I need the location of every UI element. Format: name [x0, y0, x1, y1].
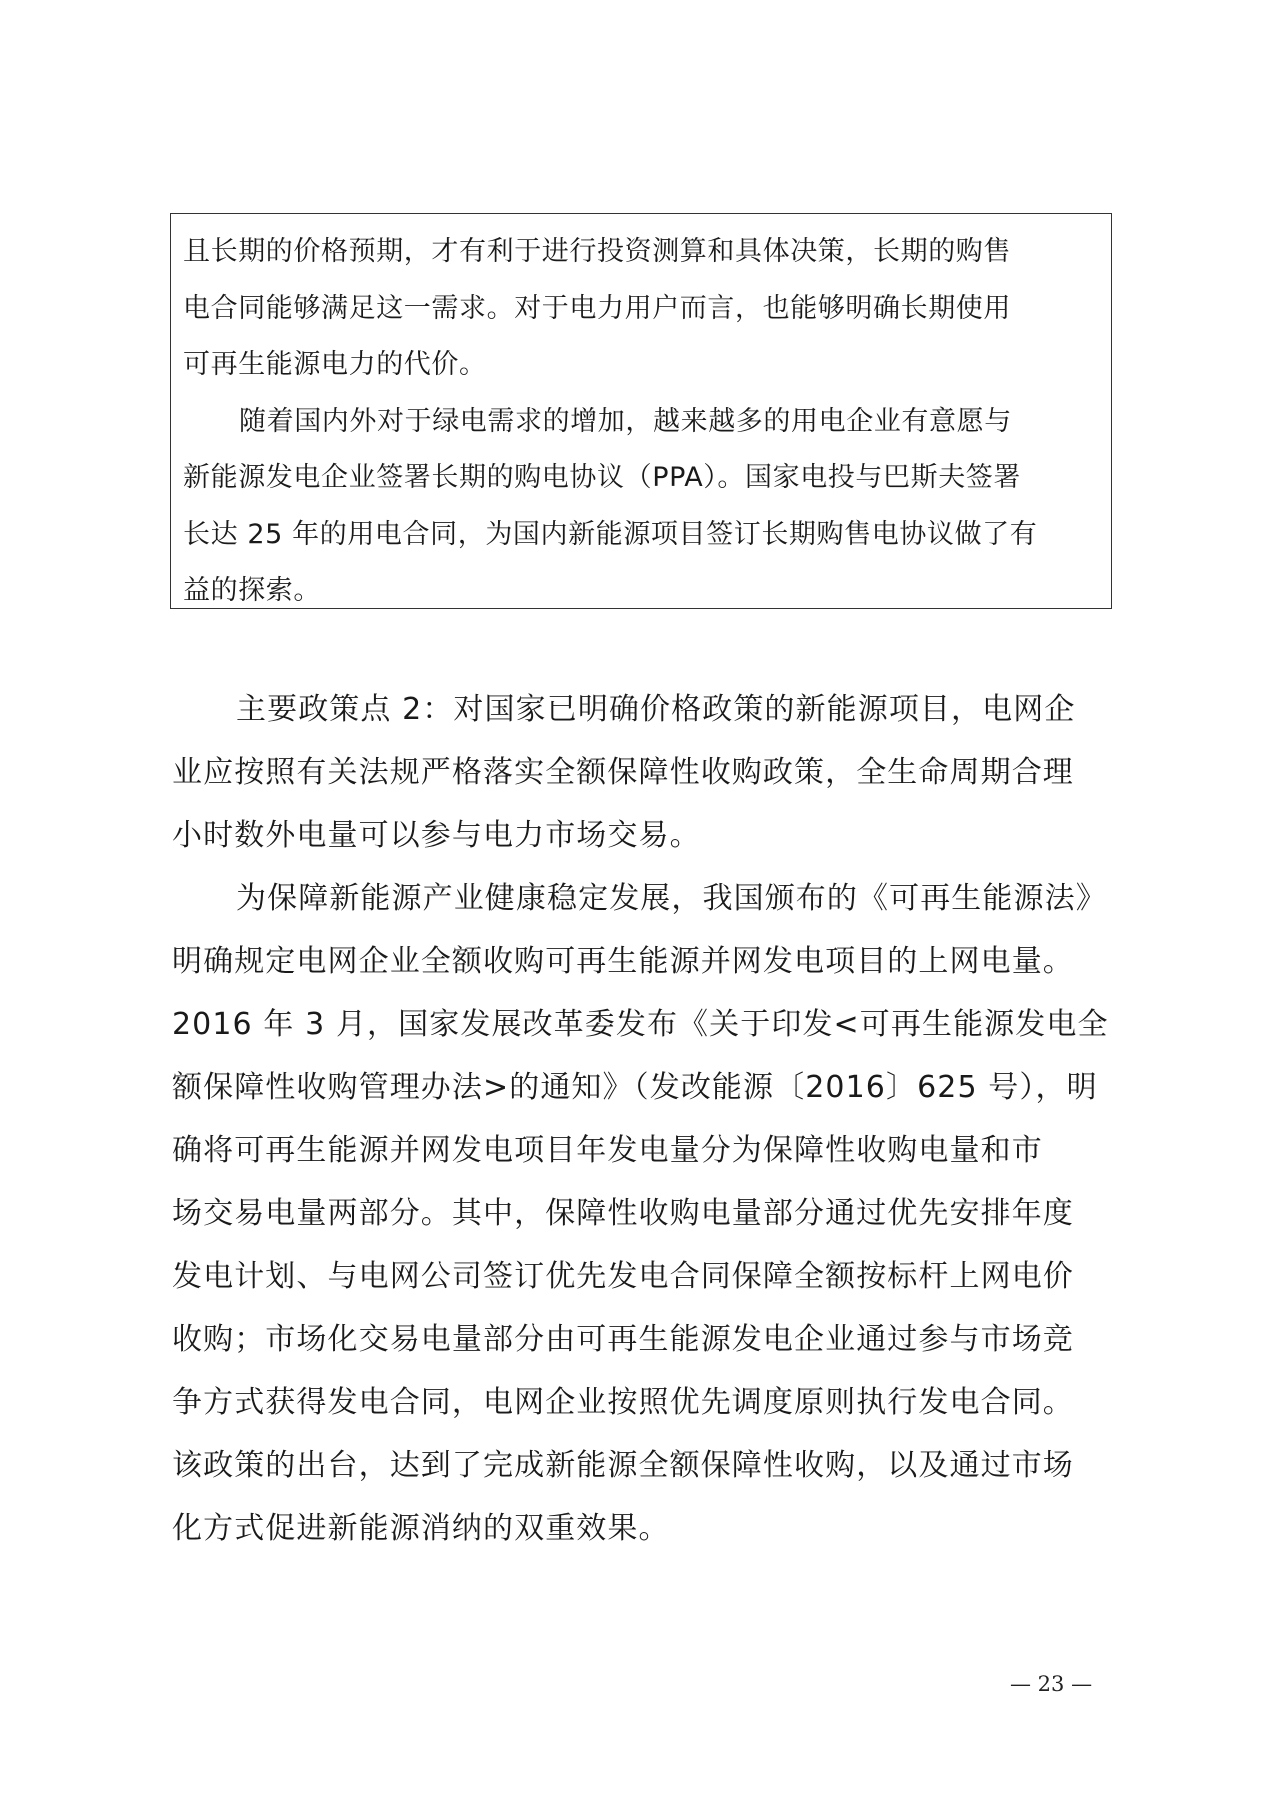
- box-line: 新能源发电企业签署长期的购电协议（PPA）。国家电投与巴斯夫签署: [183, 462, 1022, 493]
- body-line: 为保障新能源产业健康稳定发展，我国颁布的《可再生能源法》: [236, 881, 1107, 916]
- body-text: [172, 678, 1118, 1560]
- body-line: 争方式获得发电合同，电网企业按照优先调度原则执行发电合同。: [172, 1385, 1074, 1420]
- page-number: — 23 —: [1010, 1672, 1093, 1696]
- body-line: 该政策的出台，达到了完成新能源全额保障性收购，以及通过市场: [172, 1448, 1074, 1483]
- body-line: 发电计划、与电网公司签订优先发电合同保障全额按标杆上网电价: [172, 1259, 1074, 1294]
- body-line: 业应按照有关法规严格落实全额保障性收购政策，全生命周期合理: [172, 755, 1074, 790]
- body-line: 化方式促进新能源消纳的双重效果。: [172, 1511, 670, 1546]
- case-box: [170, 213, 1112, 609]
- box-line: 随着国内外对于绿电需求的增加，越来越多的用电企业有意愿与: [239, 405, 1012, 437]
- box-line: 且长期的价格预期，才有利于进行投资测算和具体决策，长期的购售: [183, 236, 1011, 267]
- body-line: 额保障性收购管理办法>的通知》（发改能源〔2016〕625 号），明: [172, 1070, 1098, 1105]
- body-line: 主要政策点 2：对国家已明确价格政策的新能源项目，电网企: [236, 692, 1076, 727]
- box-line: 益的探索。: [183, 575, 321, 606]
- body-line: 小时数外电量可以参与电力市场交易。: [172, 818, 701, 853]
- body-line: 场交易电量两部分。其中，保障性收购电量部分通过优先安排年度: [172, 1196, 1074, 1231]
- body-line: 2016 年 3 月，国家发展改革委发布《关于印发<可再生能源发电全: [172, 1007, 1109, 1042]
- body-line: 确将可再生能源并网发电项目年发电量分为保障性收购电量和市: [172, 1133, 1043, 1168]
- body-line: 收购；市场化交易电量部分由可再生能源发电企业通过参与市场竞: [172, 1322, 1074, 1357]
- box-line: 长达 25 年的用电合同，为国内新能源项目签订长期购售电协议做了有: [183, 518, 1038, 550]
- body-line: 明确规定电网企业全额收购可再生能源并网发电项目的上网电量。: [172, 944, 1074, 979]
- box-line: 电合同能够满足这一需求。对于电力用户而言，也能够明确长期使用: [183, 292, 1011, 324]
- box-line: 可再生能源电力的代价。: [183, 349, 487, 380]
